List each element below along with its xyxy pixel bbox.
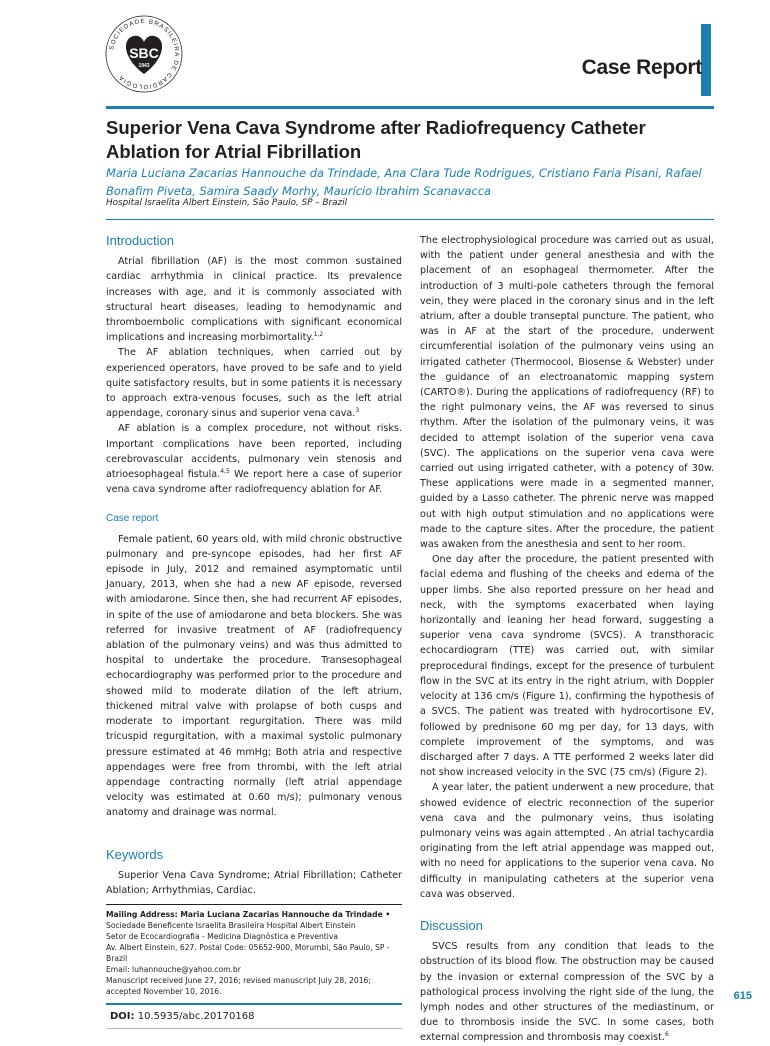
header-accent-bar — [701, 24, 711, 96]
citation-ref: 3 — [355, 407, 360, 415]
page-number: 615 — [733, 990, 752, 1002]
doi-box — [106, 1003, 402, 1029]
introduction-heading: Introduction — [106, 233, 174, 248]
discussion-paragraph-1 — [420, 939, 714, 1045]
citation-ref: 6 — [664, 1031, 669, 1039]
mailing-address-label: Mailing Address: Maria Luciana Zacarias Hannouche da Trindade • — [106, 910, 391, 920]
mailing-line-1: Sociedade Beneficente Israelita Brasileira Hospital Albert Einstein — [106, 921, 356, 931]
intro-paragraph-3-text-end: We report here a case of superior vena cava syndrome after radiofrequency ablation for AF. — [106, 469, 402, 496]
sbc-logo — [104, 14, 184, 94]
intro-paragraph-2-text: The AF ablation techniques, when carried out by experienced operators, have proved to be safe and to yield quite satisfactory results, but in some patients it is necessary to approach extra-venous focuses, such as the left atrial appendage, coronary sinus and superior vena cava. — [106, 347, 402, 420]
keywords-heading: Keywords — [106, 846, 164, 862]
mailing-line-3: Av. Albert Einstein, 627. Postal Code: 05652-900, Morumbi, São Paulo, SP - Brazil — [106, 943, 390, 964]
left-column — [106, 233, 402, 1029]
discussion-paragraph-1-text: SVCS results from any condition that leads to the obstruction of its blood flow. The obstruction may be caused by the invasion or external compression of the SVC by a pathological process involving the right side of the lung, the lymph nodes and other structures of the mediastinum, or due to thrombosis inside the SVC. In some cases, both external compression and thrombosis may coexist. — [420, 941, 714, 1044]
article-title: Superior Vena Cava Syndrome after Radiofrequency Catheter Ablation for Atrial Fibrillation — [106, 117, 646, 162]
procedure-paragraph: The electrophysiological procedure was carried out as usual, with the patient under general anesthesia and with the placement of an esophageal thermometer. After the introduction of 3 multi-pole catheters through the femoral vein, they were placed in the coronary sinus and in the left atrium, after a double transeptal puncture. The patient, who was in AF at the start of the procedure, underwent circumferential isolation of the pulmonary veins using an irrigated catheter (Thermocool, Biosense & Webster) under the guidance of an electroanatomic mapping system (CARTO®). During the applications of radiofrequency (RF) to the right pulmonary veins, the AF was reversed to sinus rhythm. After the isolation of the pulmonary veins, it was decided to attempt isolation of the superior vena cava (SVC). The applications on the superior vena cava were carried out using irrigated catheter, with a potency of 30w. These applications were made in a segmented manner, guided by a Lasso catheter. The phrenic nerve was mapped out with high output stimulation and no applications were made to the capture sites. After the procedure, the patient was awaken from the anesthesia and sent to her room. — [420, 235, 714, 551]
intro-paragraph-1 — [106, 254, 402, 345]
followup-paragraph: One day after the procedure, the patient presented with facial edema and flushing of the cheeks and edema of the upper limbs. She also reported pressure on her head and neck, with the symptoms exacerbated when laying horizontally and leaning her head forward, suggesting a superior vena cava syndrome (SVCS). A transthoracic echocardiogram (TTE) was carried out, with similar preprocedural findings, except for the presence of turbulent flow in the SVC at its entry in the right atrium, with Doppler velocity at 136 cm/s (Figure 1), confirming the hypothesis of a SVCS. The patient was treated with hydrocortisone EV, followed by prednisone 60 mg per day, for 13 days, with complete improvement of the symptoms, and was discharged after 7 days. A TTE performed 2 weeks later did not show increased velocity in the SVC (75 cm/s) (Figure 2). — [420, 554, 714, 779]
manuscript-dates: Manuscript received June 27, 2016; revised manuscript July 28, 2016; accepted November 10, 2016. — [106, 976, 371, 997]
intro-paragraph-2 — [106, 345, 402, 421]
article-authors: Maria Luciana Zacarias Hannouche da Trindade, Ana Clara Tude Rodrigues, Cristiano Faria Pisani, Rafael Bonafim Piveta, Samira Saady Morhy, Maurício Ibrahim Scanavacca — [106, 166, 702, 198]
case-report-heading: Case report — [106, 513, 159, 525]
logo-ring-text: SOCIEDADE BRASILEIRA DE CARDIOLOGIA — [108, 17, 181, 91]
case-paragraph-1: Female patient, 60 years old, with mild chronic obstructive pulmonary and pre-syncope episodes, had her first AF episode in July, 2012 and remained asymptomatic until January, 2013, when she had a new AF episode, reversed with amiodarone. Since then, she had recurrent AF episodes, in spite of the use of amiodarone and beta blockers. She was referred for invasive treatment of AF (radiofrequency ablation of the pulmonary veins) and was thus admitted to hospital to undertake the procedure. Transesophageal echocardiography was performed prior to the procedure and showed mild to moderate dilation of the left atrium, thickened mitral valve with prolapse of both cusps and moderate to important regurgitation. There was mild tricuspid regurgitation, with a maximal systolic pulmonary pressure estimated at 46 mmHg; Both atria and respective appendages were free from thrombi, with the left atrial appendage contracting normally (left atrial appendage velocity was estimated at 0.60 m/s); pulmonary venous anatomy and drainage was normal. — [106, 533, 402, 819]
discussion-heading: Discussion — [420, 917, 483, 933]
header-divider — [106, 106, 714, 109]
article-affiliation: Hospital Israelita Albert Einstein, São Paulo, SP – Brazil — [106, 198, 348, 208]
reprocedure-paragraph: A year later, the patient underwent a new procedure, that showed evidence of electric reconnection of the superior vena cava and the pulmonary veins, thus isolating pulmonary veins was again attempted . An atrial tachycardia originating from the left atrial appendage was mapped out, with no need for applications to the superior vena cava. No difficulty in manipulating catheters at the superior vena cava was observed. — [420, 782, 714, 900]
doi-label: DOI: — [110, 1011, 135, 1023]
mailing-line-2: Setor de Ecocardiografia - Medicina Diagnóstica e Preventiva — [106, 932, 339, 942]
citation-ref: 4,5 — [220, 467, 230, 475]
affiliation-divider — [106, 219, 714, 220]
intro-paragraph-3-text: AF ablation is a complex procedure, not without risks. Important complications have been reported, including cerebrovascular accidents, pulmonary vein stenosis and atrioesophageal fistula. — [106, 423, 402, 481]
right-column — [420, 233, 714, 1046]
doi-value: 10.5935/abc.20170168 — [134, 1011, 255, 1023]
logo-year: 1943 — [138, 63, 150, 69]
citation-ref: 1,2 — [313, 331, 324, 339]
intro-paragraph-3 — [106, 421, 402, 497]
intro-paragraph-1-text: Atrial fibrillation (AF) is the most common sustained cardiac arrhythmia in clinical practice. Its prevalence increases with age, and it is commonly associated with structural heart diseases, leading to hemodynamic and thromboembolic complications with significant economical implications and increasing morbimortality. — [106, 256, 402, 344]
report-type-label: Case Report — [581, 56, 702, 79]
mailing-email: Email: luhannouche@yahoo.com.br — [106, 965, 241, 975]
mailing-address-block — [106, 904, 402, 997]
logo-emblem-text: SBC — [129, 45, 159, 61]
keywords-text: Superior Vena Cava Syndrome; Atrial Fibrillation; Catheter Ablation; Arrhythmias, Cardiac. — [106, 869, 402, 896]
